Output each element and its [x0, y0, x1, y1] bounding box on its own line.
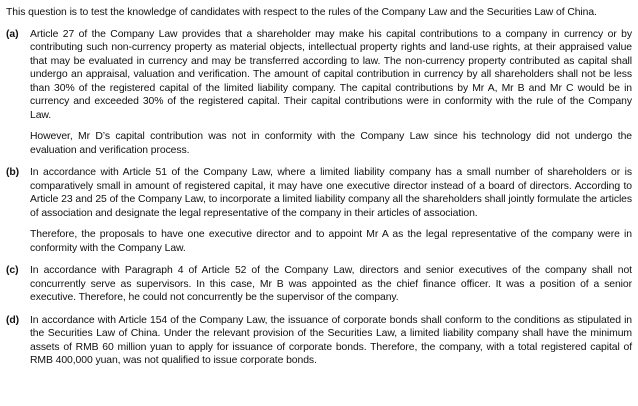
paragraph: In accordance with Paragraph 4 of Article 52 of the Company Law, directors and senior executives of the company shall not concurrently serve as supervisors. In this case, Mr B was appointed as the chief finance officer. It was a position of a senior executive. Therefore, he could not concurrently be the supervisor of the company. — [30, 265, 632, 303]
section-body — [30, 314, 632, 368]
section-body — [30, 28, 632, 158]
answer-document — [6, 6, 632, 377]
section-label: (a) — [6, 28, 19, 40]
section-label: (d) — [6, 314, 20, 326]
section-body — [30, 264, 632, 305]
intro-text: This question is to test the knowledge of candidates with respect to the rules of the Company Law and the Securities Law of China. — [6, 7, 597, 18]
section-b — [6, 166, 632, 255]
section-c — [6, 264, 632, 305]
section-a — [6, 28, 632, 158]
paragraph: Therefore, the proposals to have one executive director and to appoint Mr A as the legal representative of the company were in conformity with the Company Law. — [30, 229, 632, 254]
section-body — [30, 166, 632, 255]
paragraph: In accordance with Article 51 of the Company Law, where a limited liability company has a small number of shareholders or is comparatively small in amount of registered capital, it may have one executive director instead of a board of directors. According to Article 23 and 25 of the Company Law, to incorporate a limited liability company all the shareholders shall jointly formulate the articles of association and designate the legal representative of the company in their articles of association. — [30, 167, 632, 219]
paragraph: Article 27 of the Company Law provides that a shareholder may make his capital contributions to a company in currency or by contributing such non-currency property as material objects, intellectual property rights and land-use rights, at their appraised value that may be evaluated in currency and may be transferred according to law. The non-currency property contributed as capital shall undergo an appraisal, valuation and verification. The amount of capital contribution in currency by all shareholders shall not be less than 30% of the registered capital of the limited liability company. The capital contributions by Mr A, Mr B and Mr C would be in currency and exceeded 30% of the registered capital. Their capital contributions were in conformity with the rule of the Company Law. — [30, 28, 632, 121]
paragraph: In accordance with Article 154 of the Company Law, the issuance of corporate bonds shall conform to the conditions as stipulated in the Securities Law of China. Under the relevant provision of the Securities Law, a limited liability company shall have the minimum assets of RMB 60 million yuan to apply for issuance of corporate bonds. Therefore, the company, with a total registered capital of RMB 400,000 yuan, was not qualified to issue corporate bonds. — [30, 314, 632, 366]
section-d — [6, 314, 632, 368]
paragraph: However, Mr D’s capital contribution was not in conformity with the Company Law since his technology did not undergo the evaluation and verification process. — [30, 131, 632, 156]
section-label: (c) — [6, 265, 19, 276]
section-label: (b) — [6, 167, 20, 178]
